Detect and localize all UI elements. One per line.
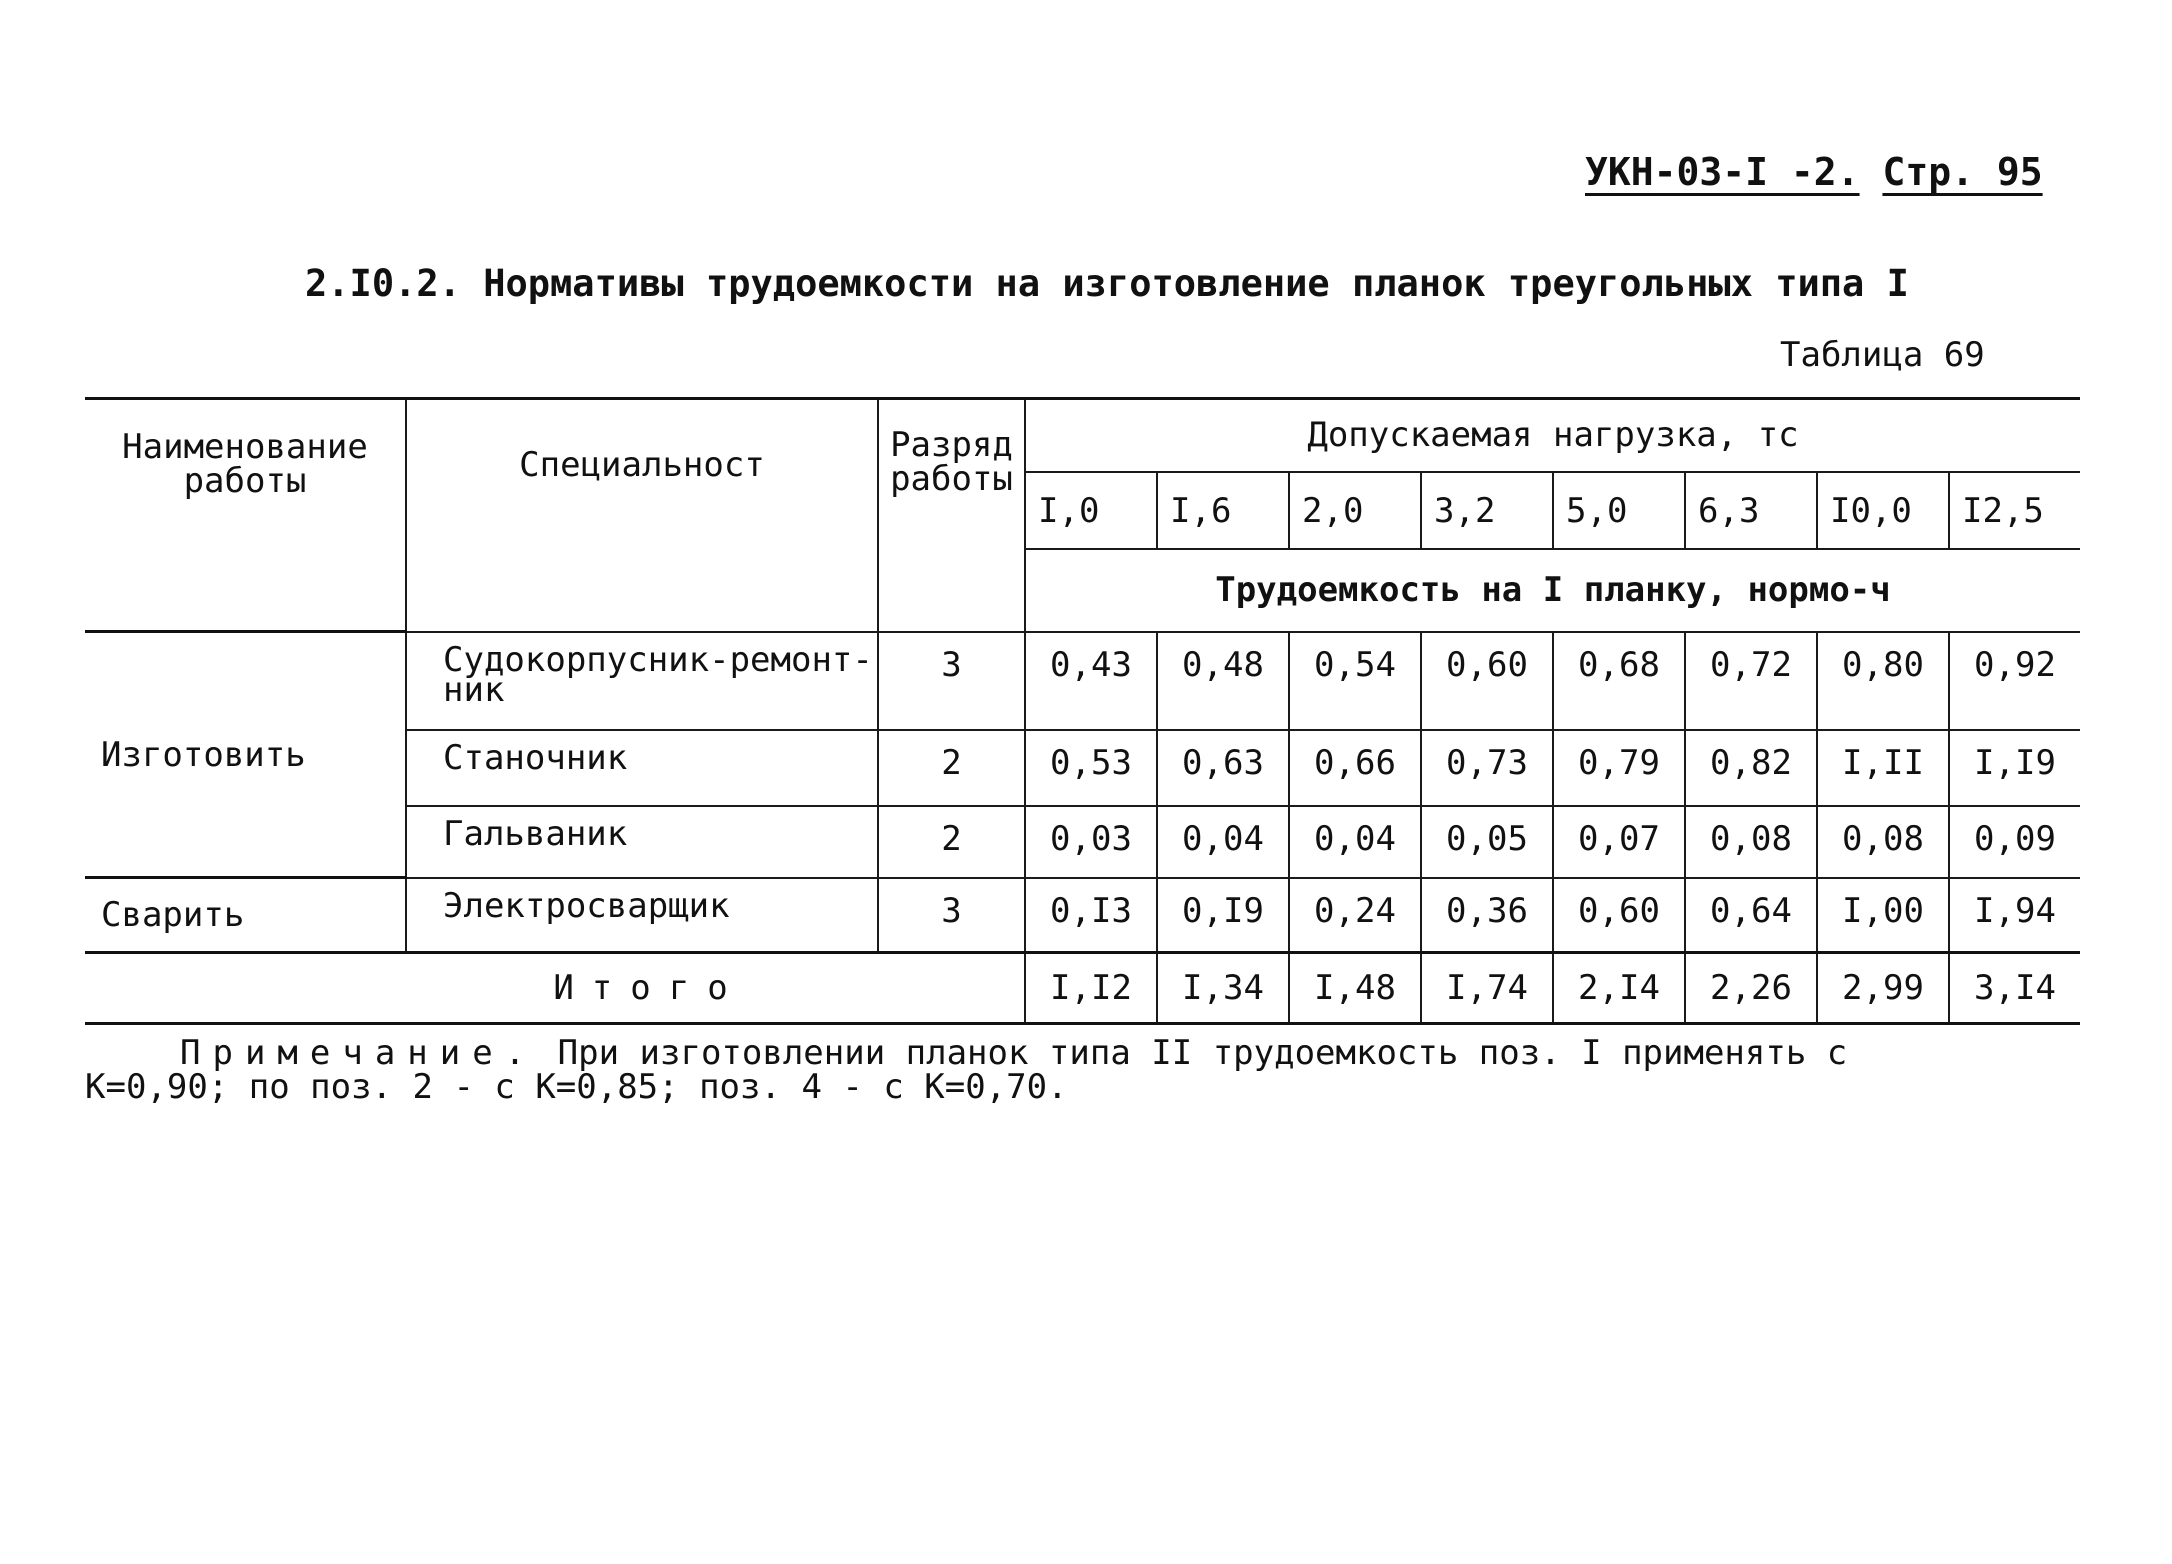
total-value-cell: 3,I4	[1949, 952, 2080, 1023]
load-column: 3,2	[1421, 472, 1553, 549]
total-value-cell: 2,I4	[1553, 952, 1685, 1023]
value-cell: 0,04	[1157, 806, 1289, 878]
value-cell: 0,I9	[1157, 878, 1289, 953]
value-cell: 0,82	[1685, 730, 1817, 806]
note-line	[85, 1033, 1985, 1073]
value-cell: 0,48	[1157, 632, 1289, 730]
document-reference	[1585, 150, 2043, 194]
total-row	[85, 952, 2080, 1023]
work-cell: Сварить	[85, 878, 406, 953]
value-cell: 0,43	[1025, 632, 1157, 730]
value-cell: 0,68	[1553, 632, 1685, 730]
section-title: 2.I0.2. Нормативы трудоемкости на изготовление планок треугольных типа I	[305, 262, 1909, 305]
specialty-cell: Судокорпусник-ремонт-ник	[406, 632, 878, 730]
load-column: 5,0	[1553, 472, 1685, 549]
value-cell: 0,66	[1289, 730, 1421, 806]
grade-cell: 2	[878, 730, 1025, 806]
value-cell: 0,08	[1685, 806, 1817, 878]
grade-cell: 3	[878, 632, 1025, 730]
specialty-cell: Электросварщик	[406, 878, 878, 953]
value-cell: 0,60	[1553, 878, 1685, 953]
header-grade: Разряд работы	[878, 399, 1025, 632]
value-cell: 0,53	[1025, 730, 1157, 806]
value-cell: I,I9	[1949, 730, 2080, 806]
total-value-cell: I,I2	[1025, 952, 1157, 1023]
labor-norms-table	[85, 397, 2080, 1025]
value-cell: I,94	[1949, 878, 2080, 953]
value-cell: 0,73	[1421, 730, 1553, 806]
total-label: Итого	[85, 952, 1025, 1023]
table-label: Таблица 69	[1780, 335, 1985, 375]
value-cell: 0,64	[1685, 878, 1817, 953]
total-value-cell: 2,99	[1817, 952, 1949, 1023]
total-value-cell: I,48	[1289, 952, 1421, 1023]
header-specialty: Специальност	[406, 399, 878, 632]
load-column: I2,5	[1949, 472, 2080, 549]
value-cell: I,00	[1817, 878, 1949, 953]
value-cell: 0,08	[1817, 806, 1949, 878]
value-cell: 0,79	[1553, 730, 1685, 806]
document-code: УКН-03-I -2.	[1585, 150, 1860, 194]
table-note	[85, 1033, 1985, 1107]
value-cell: I,II	[1817, 730, 1949, 806]
load-column: I,0	[1025, 472, 1157, 549]
load-column: 2,0	[1289, 472, 1421, 549]
header-load: Допускаемая нагрузка, тс	[1025, 399, 2080, 472]
note-lead: Примечание.	[180, 1033, 538, 1073]
note-text-1: При изготовлении планок типа II трудоемкость поз. I применять с	[557, 1033, 1848, 1073]
table-row	[85, 632, 2080, 730]
value-cell: 0,I3	[1025, 878, 1157, 953]
value-cell: 0,36	[1421, 878, 1553, 953]
value-cell: 0,07	[1553, 806, 1685, 878]
grade-cell: 3	[878, 878, 1025, 953]
value-cell: 0,72	[1685, 632, 1817, 730]
value-cell: 0,03	[1025, 806, 1157, 878]
value-cell: 0,80	[1817, 632, 1949, 730]
total-value-cell: I,34	[1157, 952, 1289, 1023]
header-labor: Трудоемкость на I планку, нормо-ч	[1025, 549, 2080, 631]
value-cell: 0,05	[1421, 806, 1553, 878]
page-number: Стр. 95	[1882, 150, 2043, 194]
total-value-cell: I,74	[1421, 952, 1553, 1023]
specialty-cell: Станочник	[406, 730, 878, 806]
total-value-cell: 2,26	[1685, 952, 1817, 1023]
value-cell: 0,09	[1949, 806, 2080, 878]
header-work-name: Наименование работы	[85, 399, 406, 632]
load-column: I,6	[1157, 472, 1289, 549]
load-column: I0,0	[1817, 472, 1949, 549]
value-cell: 0,04	[1289, 806, 1421, 878]
value-cell: 0,92	[1949, 632, 2080, 730]
specialty-cell: Гальваник	[406, 806, 878, 878]
grade-cell: 2	[878, 806, 1025, 878]
note-text-2: К=0,90; по поз. 2 - с К=0,85; поз. 4 - с К=0,70.	[85, 1067, 1068, 1107]
value-cell: 0,60	[1421, 632, 1553, 730]
table-row	[85, 878, 2080, 953]
value-cell: 0,54	[1289, 632, 1421, 730]
value-cell: 0,24	[1289, 878, 1421, 953]
value-cell: 0,63	[1157, 730, 1289, 806]
load-column: 6,3	[1685, 472, 1817, 549]
work-cell: Изготовить	[85, 632, 406, 878]
